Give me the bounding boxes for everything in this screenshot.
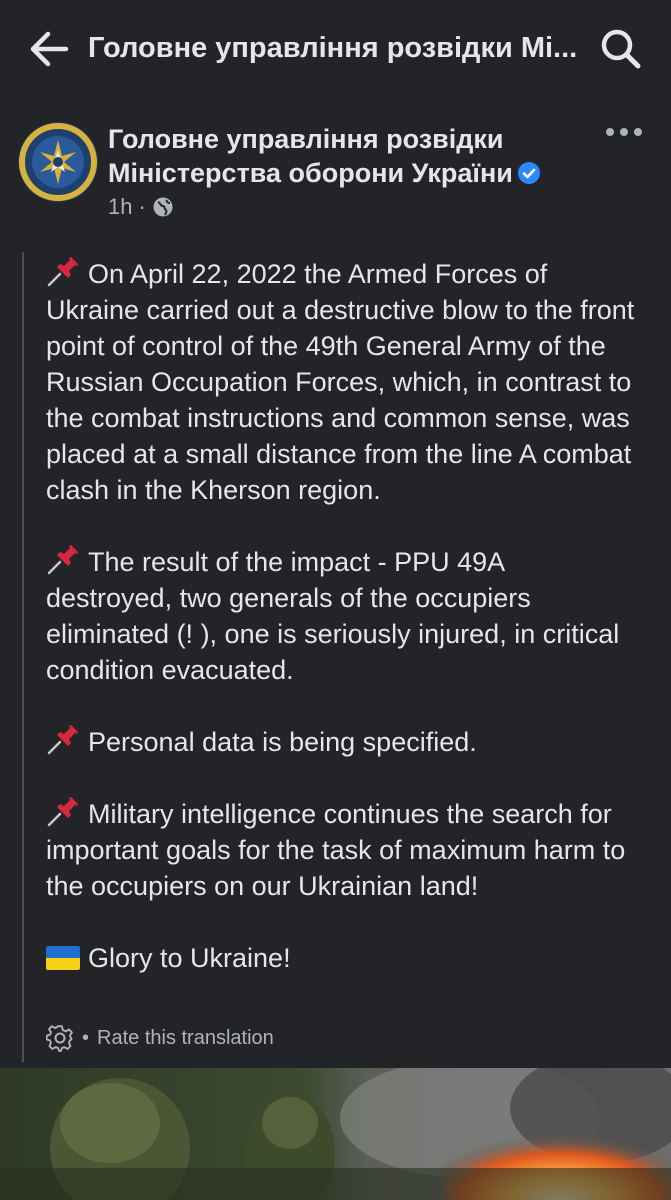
post-paragraph	[46, 724, 636, 760]
paragraph-text: Glory to Ukraine!	[88, 943, 291, 973]
paragraph-text: Personal data is being specified.	[88, 727, 477, 757]
pushpin-icon	[46, 797, 80, 827]
arrow-left-icon	[26, 26, 72, 72]
ukraine-flag-icon	[46, 946, 80, 970]
search-button[interactable]	[598, 26, 644, 72]
search-icon	[598, 26, 644, 72]
meta-separator: ·	[138, 194, 146, 219]
paragraph-text: Military intelligence continues the search for important goals for the task of maximum harm to the occupiers on our Ukrainian land!	[46, 799, 626, 901]
post-body	[22, 252, 654, 1062]
globe-icon	[152, 196, 174, 218]
post-paragraph	[46, 256, 636, 508]
post-paragraph	[46, 940, 636, 976]
emblem-icon	[18, 122, 98, 202]
pushpin-icon	[46, 725, 80, 755]
rate-translation[interactable]	[46, 1024, 274, 1052]
page-title: Головне управління розвідки Мі...	[88, 32, 578, 64]
post-paragraph	[46, 544, 636, 688]
top-bar	[0, 0, 671, 96]
post-header	[0, 110, 671, 230]
more-options-button[interactable]	[604, 120, 644, 144]
post-photo[interactable]	[0, 1068, 671, 1200]
paragraph-text: On April 22, 2022 the Armed Forces of Ukraine carried out a destructive blow to the front point of control of the 49th General Army of the Russian Occupation Forces, which, in contrast to the combat instructions and common sense, was placed at a small distance from the line A combat clash in the Kherson region.	[46, 259, 635, 505]
verified-badge-icon	[517, 161, 541, 185]
back-button[interactable]	[26, 26, 72, 72]
more-dots-icon	[604, 120, 644, 144]
post-meta	[108, 194, 174, 220]
post-paragraph	[46, 796, 636, 904]
rate-separator: •	[82, 1026, 90, 1049]
pushpin-icon	[46, 257, 80, 287]
page-name[interactable]	[108, 122, 588, 190]
post-time[interactable]: 1h	[108, 194, 133, 219]
pushpin-icon	[46, 545, 80, 575]
gear-icon	[46, 1024, 74, 1052]
page-name-text: Головне управління розвідки Міністерства оборони України	[108, 124, 513, 188]
avatar[interactable]	[18, 122, 98, 202]
photo-soldiers-explosion	[0, 1068, 671, 1200]
paragraph-text: The result of the impact - PPU 49A destroyed, two generals of the occupiers eliminated (! ), one is seriously injured, in critical condition evacuated.	[46, 547, 620, 685]
rate-translation-label: Rate this translation	[97, 1026, 274, 1049]
